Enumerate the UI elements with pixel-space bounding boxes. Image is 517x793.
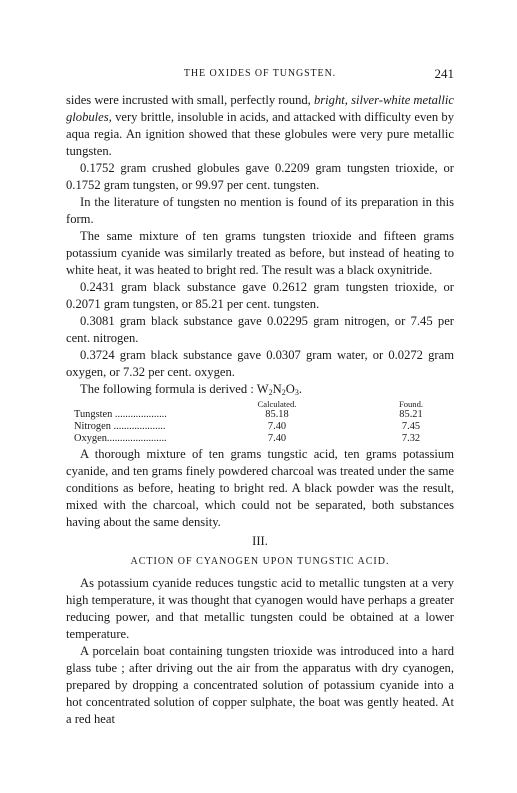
running-title: THE OXIDES OF TUNGSTEN.: [183, 68, 337, 79]
paragraph-analysis-nitrogen: 0.3081 gram black substance gave 0.02295 gram nitrogen, or 7.45 per cent. nitrogen.: [66, 314, 454, 345]
row-found: 7.45: [401, 421, 421, 432]
header-calculated: Calculated.: [257, 399, 297, 409]
row-calculated: 85.18: [265, 409, 289, 420]
section-title: ACTION OF CYANOGEN UPON TUNGSTIC ACID.: [130, 556, 390, 567]
row-calculated: 7.40: [267, 421, 287, 432]
section-numeral: III.: [252, 534, 268, 548]
paragraph-analysis-1: 0.1752 gram crushed globules gave 0.2209 gram tungsten trioxide, or 0.1752 gram tungsten, or 99.97 per cent. tungsten.: [66, 161, 454, 192]
formula-line: The following formula is derived : $W_2N_2O_3$.: [80, 382, 303, 397]
page-number: 241: [434, 66, 454, 81]
paragraph-analysis-tungsten: 0.2431 gram black substance gave 0.2612 gram tungsten trioxide, or 0.2071 gram tungsten, or 85.21 per cent. tungsten.: [66, 280, 454, 311]
row-calculated: 7.40: [267, 433, 287, 444]
emphasis-globules: bright, silver-white metallic globules,: [66, 93, 454, 124]
paragraph-charcoal: A thorough mixture of ten grams tungstic acid, ten grams potassium cyanide, and ten grams finely powdered charcoal was treated under the same conditions as before, heating to bright red. A black powder was the result, mixed with the charcoal, which could not be separated, both substances having about the same density.: [66, 447, 454, 529]
table-header-row: [66, 398, 454, 409]
row-label: Oxygen.......................: [74, 433, 167, 444]
paragraph-analysis-oxygen: 0.3724 gram black substance gave 0.0307 gram water, or 0.0272 gram oxygen, or 7.32 per cent. oxygen.: [66, 348, 454, 379]
running-head: [66, 66, 454, 82]
paragraph-porcelain-boat: A porcelain boat containing tungsten trioxide was introduced into a hard glass tube ; after driving out the air from the apparatus with dry cyanogen, prepared by dropping a concentrated solution of potassium cyanide into a hot concentrated solution of copper sulphate, the boat was gently heated. At a red heat: [66, 644, 454, 726]
table-row: [66, 433, 454, 445]
row-label: Tungsten ....................: [74, 409, 167, 420]
composition-table: [66, 398, 454, 445]
paragraph-cyanogen-intro: As potassium cyanide reduces tungstic acid to metallic tungsten at a very high temperature, it was thought that cyanogen would have perhaps a greater reducing power, and that metallic tungsten could be obtained at a lower temperature.: [66, 576, 454, 641]
row-label: Nitrogen ....................: [74, 421, 166, 432]
paragraph-mixture: The same mixture of ten grams tungsten trioxide and fifteen grams potassium cyanide was similarly treated as before, but instead of heating to white heat, it was heated to bright red. The result was a black oxynitride.: [66, 229, 454, 277]
header-found: Found.: [398, 399, 424, 409]
paragraph-literature: In the literature of tungsten no mention is found of its preparation in this form.: [66, 195, 454, 226]
row-found: 85.21: [399, 409, 423, 420]
book-page: [66, 66, 454, 728]
row-found: 7.32: [401, 433, 421, 444]
table-row: [66, 421, 454, 433]
paragraph-globules: sides were incrusted with small, perfectly round, bright, silver-white metallic globules, very brittle, insoluble in acids, and attacked with difficulty even by aqua regia. An ignition showed that these globules were very pure metallic tungsten.: [66, 93, 454, 158]
table-row: [66, 409, 454, 421]
